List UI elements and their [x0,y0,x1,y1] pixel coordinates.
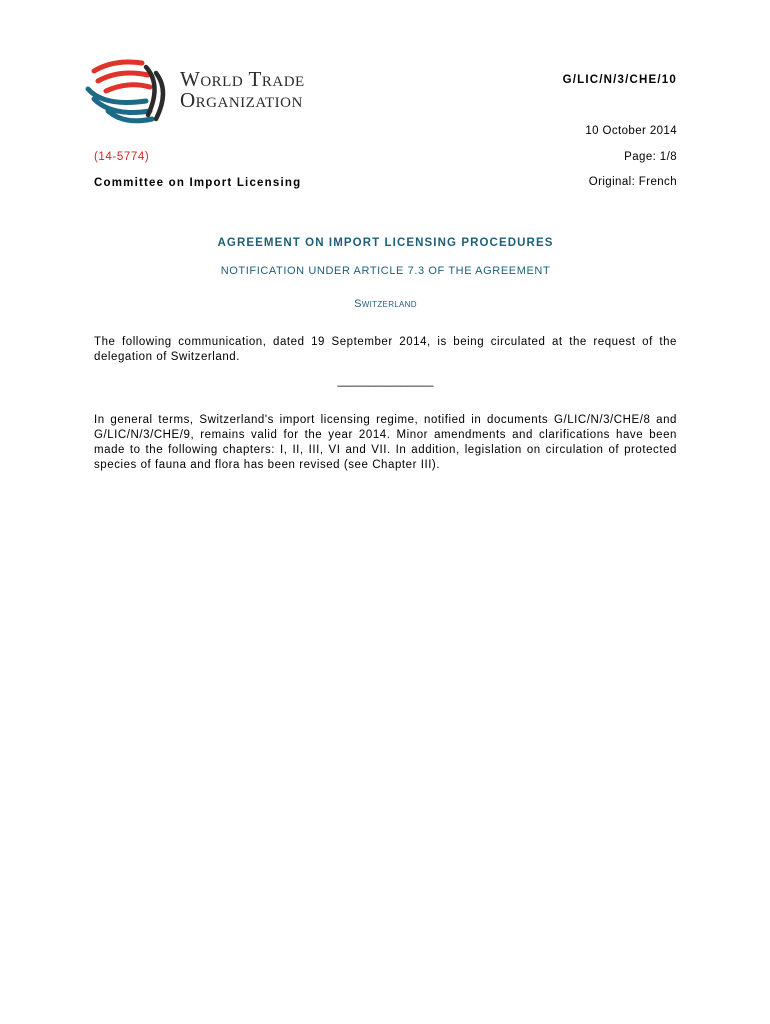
original-language: Original: French [588,176,677,188]
intro-paragraph: The following communication, dated 19 September 2014, is being circulated at the request of the delegation of Switzerland. [94,336,677,363]
body-paragraph: In general terms, Switzerland's import licensing regime, notified in documents G/LIC/N/3/CHE/8 and G/LIC/N/3/CHE/9, remains valid for the year 2014. Minor amendments and clarifications have been made to the following chapters: I, II, III, VI and VII. In addition, legislation on circulation of protected species of fauna and flora has been revised (see Chapter III). [94,414,677,471]
wto-emblem-icon [84,57,176,129]
page-number: Page: 1/8 [624,151,677,163]
notification-subheading: NOTIFICATION UNDER ARTICLE 7.3 OF THE AGREEMENT [220,265,551,277]
document-number: (14-5774) [94,151,150,163]
document-symbol: G/LIC/N/3/CHE/10 [562,74,677,86]
wordmark-line-1: World Trade [180,67,305,91]
country-name: Switzerland [354,298,417,310]
agreement-heading: AGREEMENT ON IMPORT LICENSING PROCEDURES [217,237,554,249]
document-date: 10 October 2014 [585,125,677,137]
wto-logo [84,57,354,129]
wordmark-line-2: Organization [180,88,303,112]
wto-wordmark [180,69,305,111]
committee-name: Committee on Import Licensing [94,177,302,189]
separator-line: _______________ [337,375,434,387]
